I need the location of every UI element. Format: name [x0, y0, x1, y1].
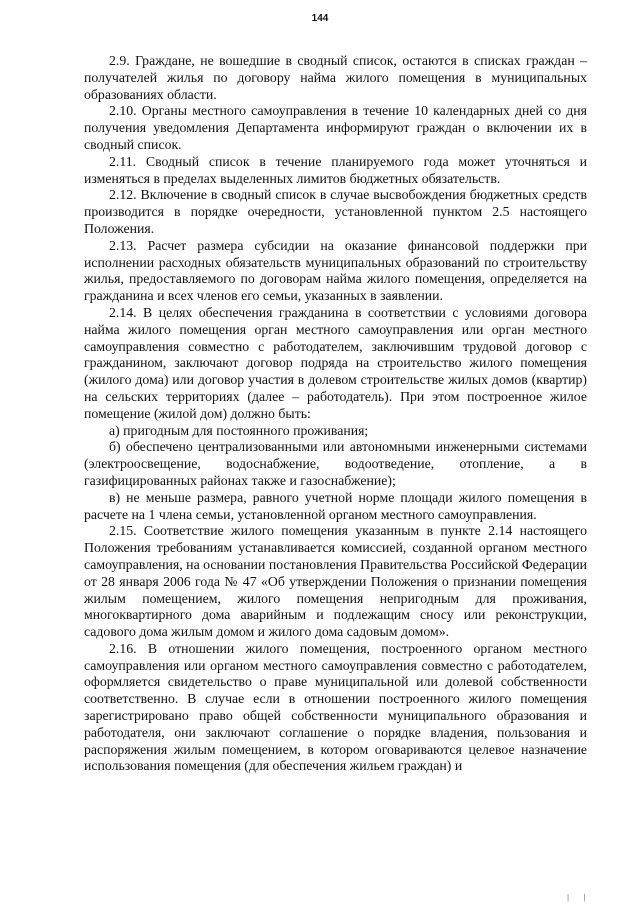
- paragraph-2-11: 2.11. Сводный список в течение планируемого года может уточняться и изменяться в пределах выделенных лимитов бюджетных обязательств.: [84, 153, 587, 186]
- list-item-a: а) пригодным для постоянного проживания;: [109, 422, 369, 438]
- paragraph-2-16: 2.16. В отношении жилого помещения, построенного органом местного самоуправления или органом местного самоуправления совместно с работодателем, оформляется свидетельство о праве муниципальной или долевой собственности соответственно. В случае если в отношении построенного жилого помещения зарегистрировано право общей собственности муниципального образования и работодателя, они заключают соглашение о порядке владения, пользования и распоряжения жилым помещением, в котором оговариваются целевое назначение использования помещения (для обеспечения жильем граждан) и: [84, 640, 587, 774]
- footer-marks: | |: [567, 893, 592, 902]
- list-item-v: в) не меньше размера, равного учетной норме площади жилого помещения в расчете на 1 члена семьи, установленной органом местного самоуправления.: [84, 489, 587, 522]
- paragraph-2-15: 2.15. Соответствие жилого помещения указанным в пункте 2.14 настоящего Положения требованиям устанавливается комиссией, созданной органом местного самоуправления, на основании постановления Правительства Российской Федерации от 28 января 2006 года № 47 «Об утверждении Положения о признании помещения жилым помещением, жилого помещения непригодным для проживания, многоквартирного дома аварийным и подлежащим сносу или реконструкции, садового дома жилым домом и жилого дома садовым домом».: [84, 523, 587, 640]
- paragraph-2-9: 2.9. Граждане, не вошедшие в сводный список, остаются в списках граждан – получателей жилья по договору найма жилого помещения в муниципальных образованиях области.: [84, 53, 587, 102]
- list-item-b: б) обеспечено централизованными или автономными инженерными системами (электроосвещение, водоснабжение, водоотведение, отопление, а в газифицированных районах также и газоснабжение);: [84, 439, 587, 488]
- page-number: 144: [311, 13, 329, 24]
- paragraph-2-12: 2.12. Включение в сводный список в случае высвобождения бюджетных средств производится в порядке очередности, установленной пунктом 2.5 настоящего Положения.: [84, 187, 587, 236]
- paragraph-2-13: 2.13. Расчет размера субсидии на оказание финансовой поддержки при исполнении расходных обязательств муниципальных образований по строительству жилья, предоставляемого по договорам найма жилого помещения, определяется на гражданина и всех членов его семьи, указанных в заявлении.: [84, 237, 587, 304]
- document-body: [84, 53, 587, 775]
- paragraph-2-10: 2.10. Органы местного самоуправления в течение 10 календарных дней со дня получения уведомления Департамента информируют граждан о включении их в сводный список.: [84, 103, 587, 152]
- paragraph-2-14: 2.14. В целях обеспечения гражданина в соответствии с условиями договора найма жилого помещения орган местного самоуправления или орган местного самоуправления совместно с работодателем, заключившим трудовой договор с гражданином, заключают договор подряда на строительство жилого помещения (жилого дома) или договор участия в долевом строительстве жилых домов (квартир) на сельских территориях (далее – работодатель). При этом построенное жилое помещение (жилой дом) должно быть:: [84, 304, 587, 421]
